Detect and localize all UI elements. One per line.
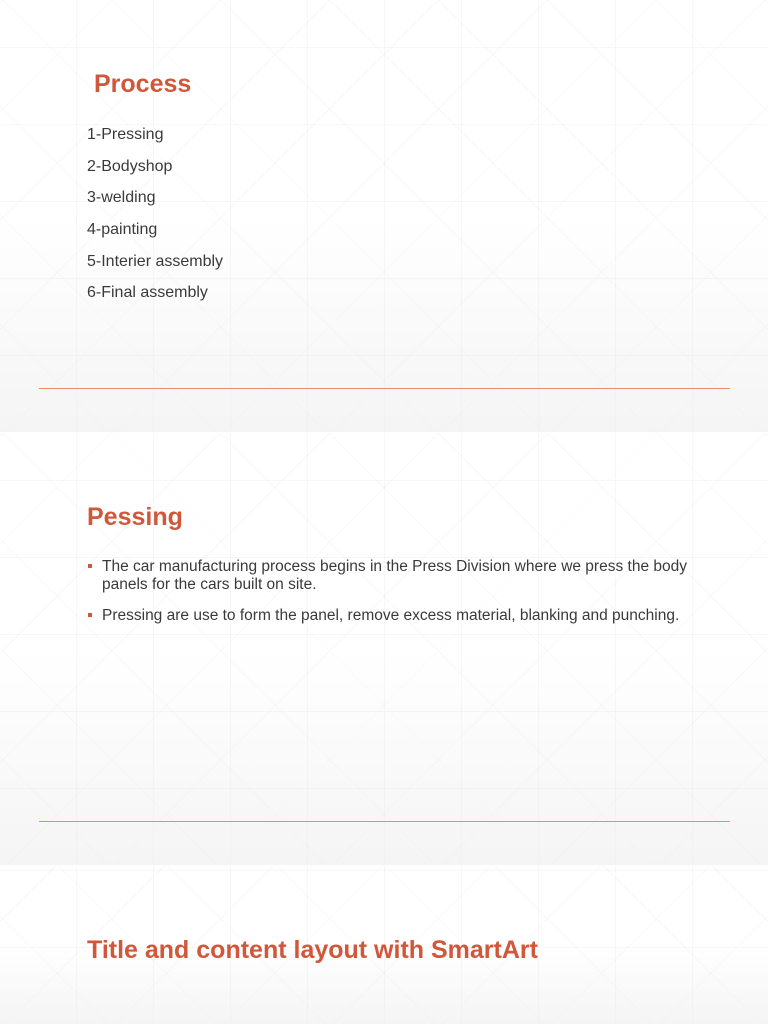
- slide-title: Title and content layout with SmartArt: [87, 936, 538, 964]
- bullet-item: [87, 607, 687, 625]
- bullet-list: [87, 558, 687, 639]
- slide-smartart: [0, 866, 768, 1024]
- bullet-item: [87, 558, 687, 593]
- bullet-marker-icon: [88, 564, 92, 568]
- list-item: 6-Final assembly: [87, 284, 208, 302]
- slide-divider: [39, 388, 730, 389]
- slide-pessing: [0, 433, 768, 865]
- list-item: 5-Interier assembly: [87, 252, 224, 270]
- slide-title: Pessing: [87, 503, 183, 531]
- list-item: 3-welding: [87, 189, 156, 207]
- slide-process: [0, 0, 768, 432]
- list-item: 1-Pressing: [87, 126, 164, 143]
- slide-title: Process: [94, 70, 192, 98]
- list-item: 2-Bodyshop: [87, 157, 173, 175]
- process-steps-list: [87, 124, 223, 314]
- bullet-text: The car manufacturing process begins in the Press Division where we press the body panels for the cars built on site.: [102, 558, 687, 593]
- bullet-text: Pressing are use to form the panel, remove excess material, blanking and punching.: [102, 607, 680, 624]
- bullet-marker-icon: [88, 613, 92, 617]
- list-item: 4-painting: [87, 221, 158, 239]
- slide-divider: [39, 821, 730, 822]
